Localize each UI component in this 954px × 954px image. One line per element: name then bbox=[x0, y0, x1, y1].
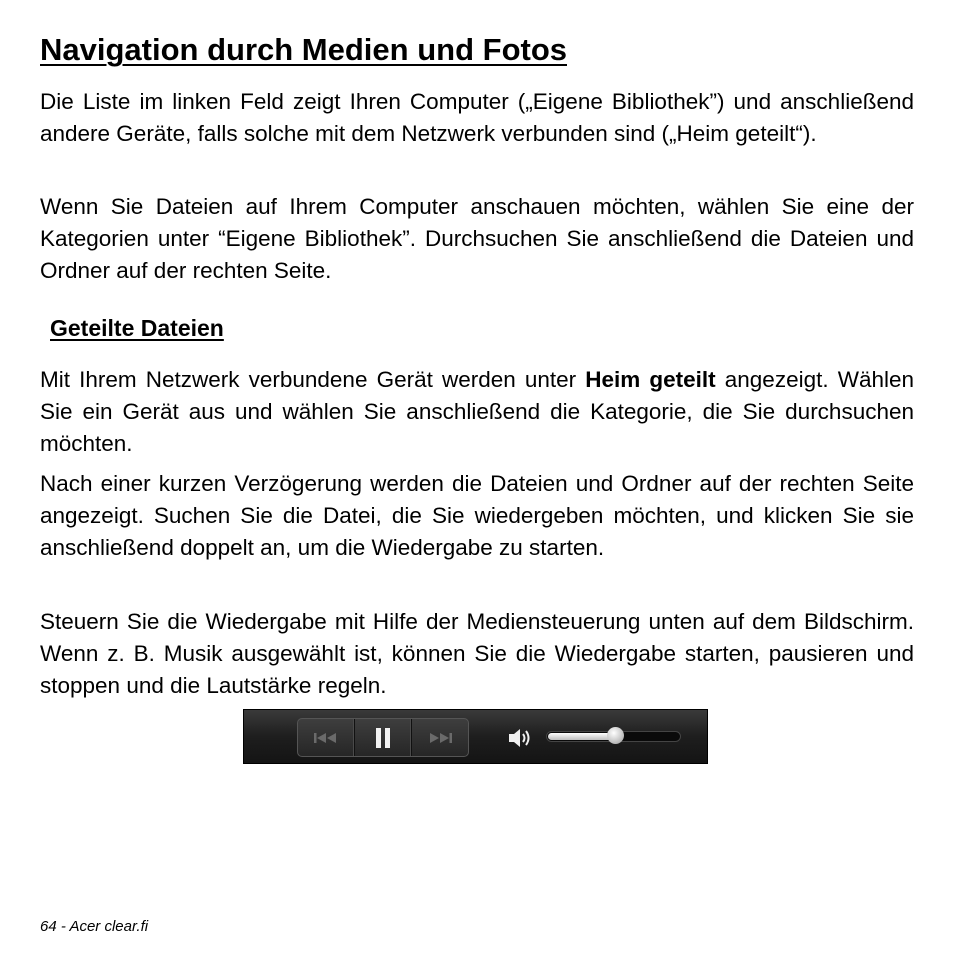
volume-slider-fill bbox=[548, 733, 615, 740]
volume-slider[interactable] bbox=[546, 731, 681, 742]
pause-icon bbox=[374, 727, 392, 749]
previous-icon bbox=[313, 731, 339, 745]
paragraph-media-control: Steuern Sie die Wiedergabe mit Hilfe der Mediensteuerung unten auf dem Bildschirm. Wenn z. B. Musik ausgewählt ist, können Sie die Wiedergabe starten, pausieren und stoppen und die Lautstärke regeln. bbox=[40, 609, 914, 698]
next-icon bbox=[427, 731, 453, 745]
media-controls-screenshot bbox=[243, 709, 708, 764]
paragraph-files-display: Nach einer kurzen Verzögerung werden die Dateien und Ordner auf der rechten Seite angezeigt. Suchen Sie die Datei, die Sie wiedergeben möchten, und klicken Sie sie anschließend doppelt an, um die Wiedergabe zu starten. bbox=[40, 471, 914, 560]
paragraph-text: Mit Ihrem Netzwerk verbundene Gerät werden unter bbox=[40, 367, 586, 392]
next-button[interactable] bbox=[412, 719, 468, 756]
emphasis-heim-geteilt: Heim geteilt bbox=[585, 367, 716, 392]
paragraph-library-list: Die Liste im linken Feld zeigt Ihren Computer („Eigene Bibliothek”) und anschließend andere Geräte, falls solche mit dem Netzwerk verbunden sind („Heim geteilt“). bbox=[40, 89, 914, 146]
playback-button-group bbox=[297, 718, 469, 757]
paragraph-own-library: Wenn Sie Dateien auf Ihrem Computer anschauen möchten, wählen Sie eine der Kategorien unter “Eigene Bibliothek”. Durchsuchen Sie anschließend die Dateien und Ordner auf der rechten Seite. bbox=[40, 194, 914, 283]
section-heading-shared-files: Geteilte Dateien bbox=[50, 315, 224, 341]
paragraph-home-shared bbox=[40, 364, 914, 460]
pause-button[interactable] bbox=[355, 719, 412, 756]
page-footer: 64 - Acer clear.fi bbox=[40, 918, 149, 935]
volume-icon[interactable] bbox=[507, 726, 533, 750]
paragraph-text: angezeigt. Wählen Sie ein Gerät aus und wählen Sie anschließend die Kategorie, die Sie durchsuchen möchten. bbox=[40, 367, 915, 456]
previous-button[interactable] bbox=[298, 719, 355, 756]
page-title: Navigation durch Medien und Fotos bbox=[40, 32, 567, 67]
volume-slider-handle[interactable] bbox=[607, 727, 624, 744]
